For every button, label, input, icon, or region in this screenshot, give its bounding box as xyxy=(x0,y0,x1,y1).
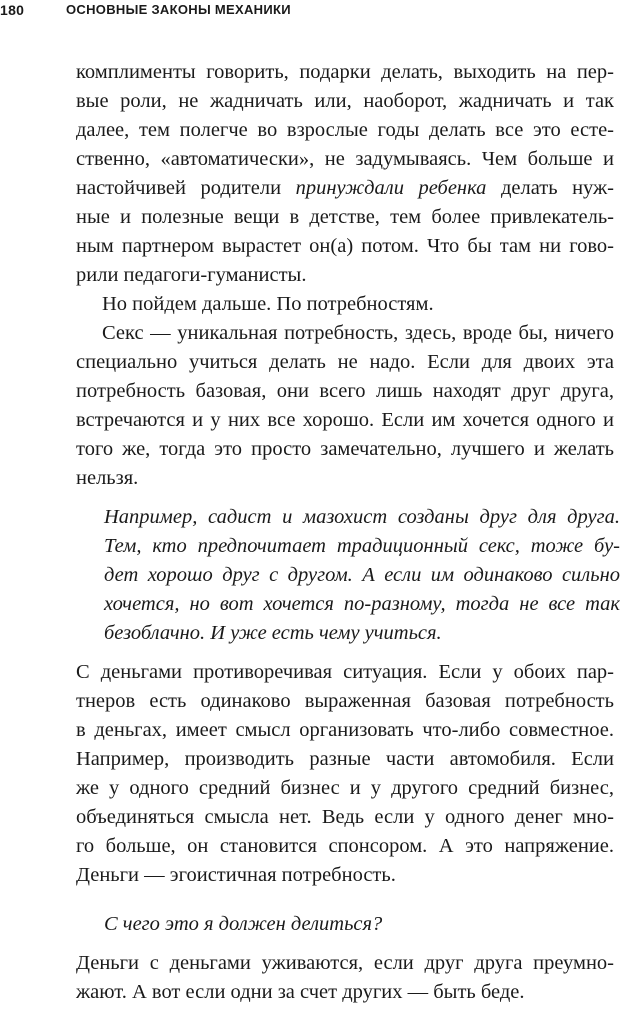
text-line: встречаются и у них все хорошо. Если им хочется одного и xyxy=(76,409,614,431)
text-line: рили педагоги-гуманисты. xyxy=(76,264,307,286)
italic-example-line: Например, садист и мазохист созданы друг для друга. xyxy=(104,506,620,528)
text-line: вые роли, не жадничать или, наоборот, жадничать и так xyxy=(76,90,614,112)
text-fragment: делать нуж- xyxy=(500,177,615,199)
page-number: 180 xyxy=(0,2,25,18)
italic-example-line: безоблачно. И уже есть чему учиться. xyxy=(104,622,442,644)
text-line: в деньгах, имеет смысл организовать что-либо совместное. xyxy=(76,719,614,741)
text-line: го больше, он становится спонсором. А это напряжение. xyxy=(76,835,614,857)
text-line: комплименты говорить, подарки делать, выходить на пер- xyxy=(76,61,614,83)
text-line: Например, производить разные части автомобиля. Если xyxy=(76,748,614,770)
text-line: ным партнером вырастет он(а) потом. Что бы там ни гово- xyxy=(76,235,614,257)
text-line: ственно, «автоматически», не задумываясь. Чем больше и xyxy=(76,148,614,170)
text-line-mixed xyxy=(76,174,614,202)
text-fragment: настойчивей родители xyxy=(76,177,282,199)
text-line: жают. А вот если одни за счет других — быть беде. xyxy=(76,981,525,1003)
text-line: того же, тогда это просто замечательно, лучшего и желать xyxy=(76,438,614,460)
text-line: специально учиться делать не надо. Если для двоих эта xyxy=(76,351,614,373)
italic-quote: С чего это я должен делиться? xyxy=(104,913,383,935)
text-line: объединяться смысла нет. Ведь если у одного денег мно- xyxy=(76,806,614,828)
text-line: тнеров есть одинаково выраженная базовая потребность xyxy=(76,690,614,712)
text-line: далее, тем полегче во взрослые годы делать все это есте- xyxy=(76,119,614,141)
italic-example-line: хочется, но вот хочется по-разному, тогда не все так xyxy=(104,593,620,615)
text-line: же у одного средний бизнес и у другого средний бизнес, xyxy=(76,777,614,799)
italic-emphasis: принуждали ребенка xyxy=(295,177,487,199)
text-line: Деньги — эгоистичная потребность. xyxy=(76,864,396,886)
text-line: С деньгами противоречивая ситуация. Если у обоих пар- xyxy=(76,661,614,683)
text-line: Деньги с деньгами уживаются, если друг друга преумно- xyxy=(76,952,614,974)
paragraph-first-line: Но пойдем дальше. По потребностям. xyxy=(102,293,434,315)
text-line: ные и полезные вещи в детстве, тем более привлекатель- xyxy=(76,206,614,228)
paragraph-first-line: Секс — уникальная потребность, здесь, вроде бы, ничего xyxy=(102,322,614,344)
text-line: потребность базовая, они всего лишь находят друг друга, xyxy=(76,380,614,402)
italic-example-line: Тем, кто предпочитает традиционный секс, тоже бу- xyxy=(104,535,620,557)
running-title: ОСНОВНЫЕ ЗАКОНЫ МЕХАНИКИ xyxy=(66,2,291,17)
italic-example-line: дет хорошо друг с другом. А если им одинаково сильно xyxy=(104,564,620,586)
text-line: нельзя. xyxy=(76,467,139,489)
page-header xyxy=(0,0,620,22)
